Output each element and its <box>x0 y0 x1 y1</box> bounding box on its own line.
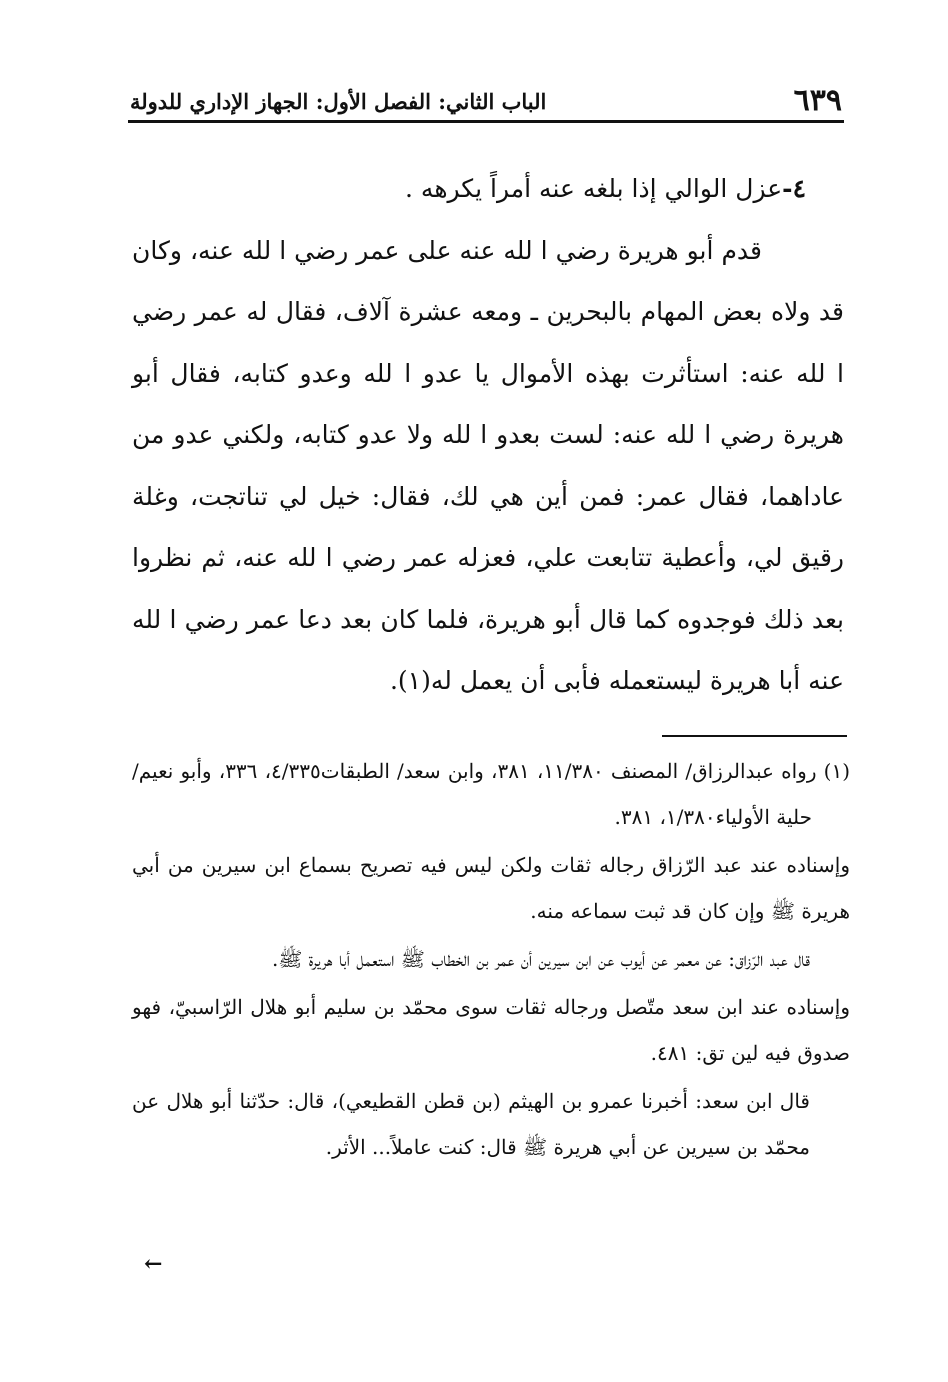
item-number: ٤- <box>782 174 806 203</box>
continuation-arrow-icon: ← <box>144 1251 163 1277</box>
footnote-1: (١) رواه عبدالرزاق/ المصنف ١١/٣٨٠، ٣٨١، وابن سعد/ الطبقات٤/٣٣٥، ٣٣٦، وأبو نعيم/ حلية الأولياء١/٣٨٠، ٣٨١. <box>132 759 850 829</box>
footnote-note-5: قال ابن سعد: أخبرنا عمرو بن الهيثم (بن قطن القطيعي)، قال: حدّثنا أبو هلال عن محمّد بن سيرين عن أبي هريرة ﷺ قال: كنت عاملاً... الأثر. <box>132 1089 810 1159</box>
main-paragraph: قدم أبو هريرة رضي ا لله عنه على عمر رضي ا لله عنه، وكان قد ولاه بعض المهام بالبحرين ـ ومعه عشرة آلاف، فقال له عمر رضي ا لله عنه: استأثرت بهذه الأموال يا عدو ا لله وعدو كتابه، فقال أبو هريرة رضي ا لله عنه: لست بعدو ا لله ولا عدو كتابه، ولكني عدو من عاداهما، فقال عمر: فمن أين هي لك، فقال: خيل لي تناتجت، وغلة رقيق لي، وأعطية تتابعت علي، فعزله عمر رضي ا لله عنه، ثم نظروا بعد ذلك فوجدوه كما قال أبو هريرة، فلما كان بعد دعا عمر رضي ا لله عنه أبا هريرة ليستعمله فأبى أن يعمل له(١). <box>132 235 844 695</box>
item-heading <box>132 158 844 220</box>
footnotes <box>132 748 850 1172</box>
item-text: عزل الوالي إذا بلغه عنه أمراً يكرهه . <box>405 174 783 203</box>
main-text <box>132 158 844 712</box>
page-header <box>130 82 842 122</box>
footnote-note-4: وإسناده عند ابن سعد متّصل ورجاله ثقات سوى محمّد بن سليم أبو هلال الرّاسبيّ، فهو صدوق فيه لين تق: ٤٨١. <box>132 995 850 1065</box>
footnote-note-3: قال عبد الرّزاق: عن معمر عن أيوب عن ابن سيرين أن عمر بن الخطاب ﷺ استعمل أبا هريرة ﷺ. <box>271 947 810 971</box>
footnote-separator <box>662 735 847 737</box>
header-rule <box>128 120 844 123</box>
footnote-note-2: وإسناده عند عبد الرّزاق رجاله ثقات ولكن ليس فيه تصريح بسماع ابن سيرين من أبي هريرة ﷺ وإن كان قد ثبت سماعه منه. <box>132 853 850 923</box>
running-title: الباب الثاني: الفصل الأول: الجهاز الإداري للدولة <box>130 89 547 114</box>
page-number: ٦٣٩ <box>793 83 842 118</box>
